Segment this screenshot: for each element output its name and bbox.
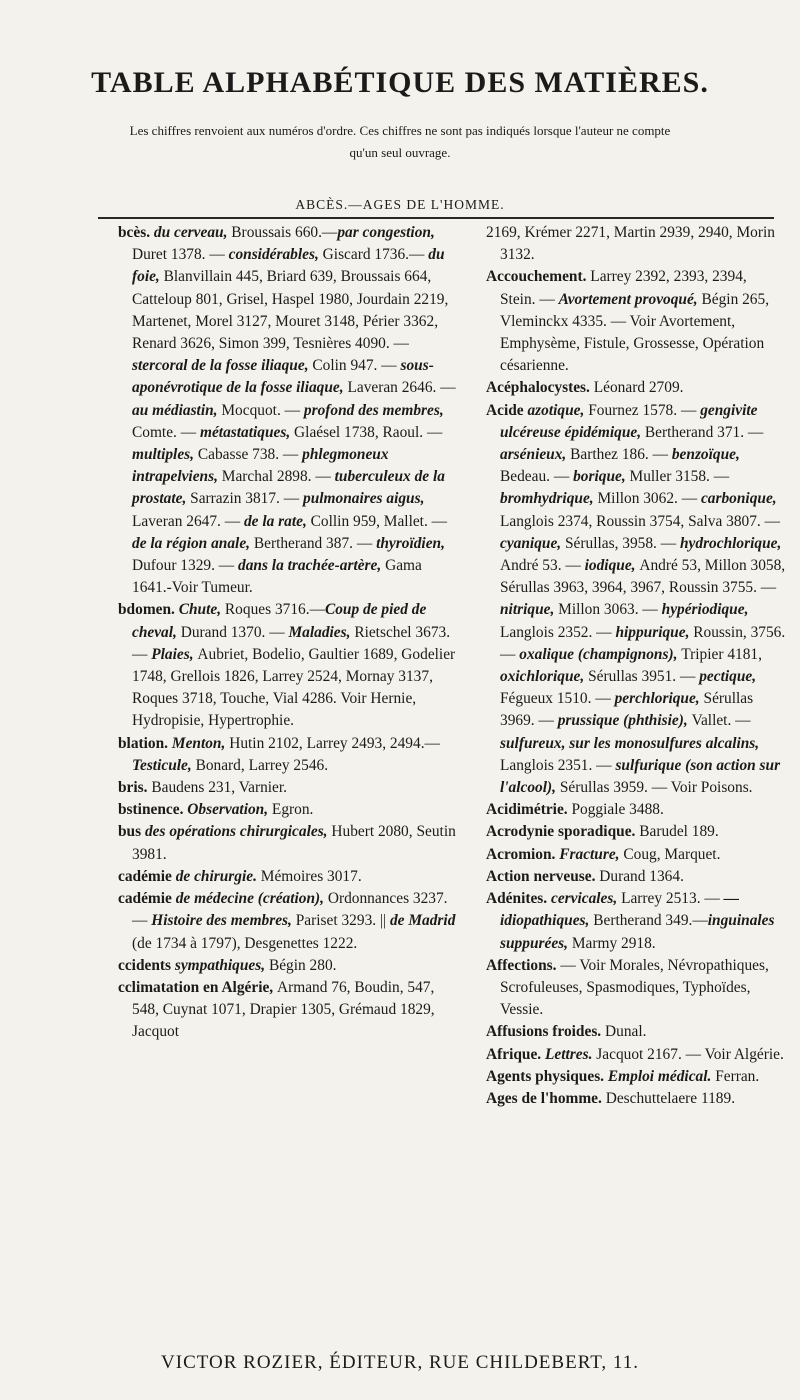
entry-references: Marmy 2918. — [571, 934, 656, 952]
entry-references: Durand 1364. — [599, 867, 684, 885]
entry-headword: Acromion. — [486, 845, 560, 863]
entry-references: Roussin, 3756. — — [500, 623, 786, 663]
index-entry — [486, 866, 786, 888]
entry-references: Broussais 660.— — [231, 224, 338, 241]
entry-headword: bdomen. — [118, 601, 179, 619]
entry-subject: multiples, — [132, 446, 198, 464]
entry-subject: oxalique (champignons), — [519, 645, 682, 663]
index-entry — [486, 888, 786, 955]
entry-headword: cadémie — [118, 867, 176, 885]
entry-headword: blation. — [118, 734, 172, 752]
entry-references: Tripier 4181, — [681, 645, 762, 663]
entry-references: Comte. — — [132, 423, 200, 441]
entry-subject: considérables, — [228, 246, 323, 264]
entry-references: Langlois 2352. — — [500, 623, 616, 641]
entry-references: Larrey 2513. — — [621, 890, 724, 908]
entry-subject: gengivite ulcéreuse épidémique, — [500, 401, 758, 441]
entry-subject: sulfurique (son action sur l'alcool), — [500, 756, 781, 797]
entry-subject: Maladies, — [288, 623, 355, 641]
entry-headword: Agents physiques. — [486, 1067, 608, 1085]
entry-subject: arsénieux, — [500, 446, 571, 464]
entry-subject: des opérations chirurgicales, — [144, 823, 332, 841]
entry-references: Fournez 1578. — — [588, 401, 701, 419]
index-entry — [486, 1066, 786, 1088]
entry-references: Fégueux 1510. — — [500, 690, 615, 708]
entry-references: Ferran. — [715, 1067, 760, 1085]
entry-subject: sympathiques, — [174, 956, 269, 974]
index-entry — [118, 955, 460, 977]
entry-headword: ccidents — [118, 956, 175, 974]
entry-references: — Voir Morales, Névropathiques, Scrofuleuses, Spasmodiques, Typhoïdes, Vessie. — [500, 956, 769, 1019]
entry-subject: Emploi médical. — [607, 1067, 716, 1085]
entry-references: Blanvillain 445, Briard 639, Broussais 664, Catteloup 801, Grisel, Haspel 1980, Jourdain 2219, Martenet, Morel 3127, Mouret 3148, Périer 3362, Renard 3626, Simon 399, Tesnières 4090. — — [132, 268, 449, 353]
entry-references: Dufour 1329. — — [132, 557, 239, 575]
entry-references: Sérullas 3959. — Voir Poisons. — [559, 779, 753, 797]
intro-line: Les chiffres renvoient aux numéros d'ordre. Ces chiffres ne sont pas indiqués lorsque l'auteur ne compte — [129, 123, 671, 138]
entry-subject: prussique (phthisie), — [557, 712, 692, 730]
index-entry — [118, 777, 460, 799]
entry-references: Ordonnances 3237. — — [132, 890, 448, 930]
intro-note — [0, 120, 800, 164]
index-entry — [486, 377, 786, 399]
entry-subject: métastatiques, — [199, 423, 295, 441]
entry-subject: sulfureux, sur les monosulfures alcalins, — [500, 734, 760, 752]
page-title: TABLE ALPHABÉTIQUE DES MATIÈRES. — [91, 66, 709, 99]
entry-references: Barudel 189. — [639, 823, 719, 841]
intro-line: qu'un seul ouvrage. — [349, 145, 451, 160]
entry-subject: —idiopathiques, — [500, 890, 740, 930]
entry-subject: perchlorique, — [614, 690, 704, 708]
index-entry — [486, 1044, 786, 1066]
entry-headword: Accouchement. — [486, 268, 591, 286]
entry-references: Jacquot 2167. — Voir Algérie. — [596, 1045, 784, 1063]
entry-references: André 53. — — [500, 557, 585, 575]
entry-subject: Chute, — [178, 601, 225, 619]
entry-headword: Action nerveuse. — [486, 867, 600, 885]
entry-references: Deschuttelaere 1189. — [605, 1089, 736, 1107]
entry-subject: Observation, — [187, 801, 272, 819]
entry-references: Bertherand 387. — — [253, 534, 377, 552]
entry-references: Hutin 2102, Larrey 2493, 2494.— — [229, 734, 440, 752]
entry-references: Larrey 2392, 2393, 2394, Stein. — — [500, 268, 747, 308]
index-entry — [486, 821, 786, 843]
entry-references: Armand 76, Boudin, 547, 548, Cuynat 1071, Drapier 1305, Grémaud 1829, Jacquot — [132, 978, 435, 1041]
entry-references: Bégin 280. — [268, 956, 337, 974]
entry-references: Bertherand 349.— — [593, 912, 708, 930]
entry-headword: bris. — [118, 779, 152, 797]
index-entry — [486, 955, 786, 1022]
entry-references: Sérullas 3951. — — [588, 668, 700, 686]
entry-references: Bedeau. — — [500, 468, 574, 486]
entry-references: Sarrazin 3817. — — [190, 490, 303, 508]
entry-subject: oxichlorique, — [500, 668, 589, 686]
entry-references: Sérullas 3969. — — [500, 690, 754, 730]
entry-references: Bégin 265, Vleminckx 4335. — Voir Avortement, Emphysème, Fistule, Grossesse, Opération césarienne. — [500, 290, 770, 375]
index-entry — [486, 799, 786, 821]
entry-headword: bus — [118, 823, 145, 841]
entry-subject: benzoïque, — [671, 446, 740, 464]
entry-subject: pulmonaires aigus, — [303, 490, 425, 508]
entry-references: Sérullas, 3958. — — [564, 534, 680, 552]
entry-subject: Coup de pied de cheval, — [132, 601, 427, 641]
entry-references: Mémoires 3017. — [260, 867, 362, 885]
entry-references: Aubriet, Bodelio, Gaultier 1689, Godelier 1748, Grellois 1826, Larrey 2524, Mornay 3137, Roques 3718, Touche, Vial 4286. Voir Hernie, Hydropisie, Hypertrophie. — [132, 645, 456, 730]
entry-headword: bstinence. — [118, 801, 188, 819]
entry-subject: au médiastin, — [132, 401, 222, 419]
entry-subject: cervicales, — [550, 890, 622, 908]
entry-subject: de la région anale, — [132, 534, 254, 552]
index-entry — [118, 866, 460, 888]
entry-subject: carbonique, — [700, 490, 777, 508]
entry-references: 2169, Krémer 2271, Martin 2939, 2940, Morin 3132. — [486, 224, 775, 264]
entry-subject: bromhydrique, — [500, 490, 598, 508]
index-entry — [486, 222, 786, 266]
entry-references: André 53, Millon 3058, Sérullas 3963, 3964, 3967, Roussin 3755. — — [500, 557, 786, 597]
entry-references: Collin 959, Mallet. — — [310, 512, 448, 530]
entry-references: Laveran 2647. — — [132, 512, 244, 530]
index-entry — [118, 222, 460, 599]
entry-subject: stercoral de la fosse iliaque, — [132, 357, 313, 375]
entry-subject: Menton, — [171, 734, 230, 752]
entry-subject: tuberculeux de la prostate, — [132, 468, 445, 508]
entry-headword: Acide — [486, 401, 528, 419]
entry-references: Colin 947. — — [312, 357, 401, 375]
entry-headword: Ages de l'homme. — [486, 1089, 606, 1107]
index-entry — [118, 821, 460, 865]
entry-subject: hypériodique, — [661, 601, 749, 619]
index-entry — [118, 977, 460, 1044]
entry-subject: sous-aponévrotique de la fosse iliaque, — [132, 357, 434, 397]
entry-references: Muller 3158. — — [629, 468, 730, 486]
entry-references: Marchal 2898. — — [221, 468, 335, 486]
publisher-footer: VICTOR ROZIER, ÉDITEUR, RUE CHILDEBERT, 11. — [161, 1352, 639, 1373]
entry-subject: par congestion, — [337, 224, 435, 241]
entry-references: Gama 1641.-Voir Tumeur. — [132, 557, 422, 597]
index-entry — [118, 733, 460, 777]
entry-references: Léonard 2709. — [593, 379, 684, 397]
entry-subject: nitrique, — [500, 601, 559, 619]
heading-rule — [98, 217, 774, 219]
entry-references: Poggiale 3488. — [571, 801, 664, 819]
entry-subject: de la rate, — [243, 512, 311, 530]
entry-subject: profond des membres, — [303, 401, 444, 419]
entry-subject: hydrochlorique, — [679, 534, 782, 552]
index-entry — [486, 844, 786, 866]
entry-headword: cadémie — [118, 890, 176, 908]
entry-headword: Afrique. — [486, 1045, 545, 1063]
entry-references: Roques 3716.— — [224, 601, 325, 619]
index-entry — [486, 400, 786, 800]
index-entry — [118, 888, 460, 955]
entry-references: Pariset 3293. || — [295, 912, 390, 930]
index-entry — [486, 1021, 786, 1043]
entry-subject: borique, — [573, 468, 630, 486]
entry-headword: Acrodynie sporadique. — [486, 823, 640, 841]
entry-subject: du foie, — [132, 246, 445, 286]
entry-headword: Acéphalocystes. — [486, 379, 594, 397]
entry-references: Rietschel 3673. — — [132, 623, 451, 663]
entry-references: Glaésel 1738, Raoul. — — [294, 423, 443, 441]
entry-references: Durand 1370. — — [180, 623, 289, 641]
section-heading: ABCÈS.—AGES DE L'HOMME. — [295, 197, 505, 212]
index-entry — [118, 799, 460, 821]
entry-subject: de chirurgie. — [175, 867, 261, 885]
entry-subject: cyanique, — [500, 534, 565, 552]
entry-references: Bertherand 371. — — [644, 423, 764, 441]
entry-references: Giscard 1736.— — [322, 246, 429, 264]
entry-references: (de 1734 à 1797), Desgenettes 1222. — [132, 934, 358, 952]
entry-subject: de Madrid — [389, 912, 456, 930]
entry-subject: Plaies, — [151, 645, 198, 663]
entry-headword: Affusions froides. — [486, 1023, 606, 1041]
entry-references: Laveran 2646. — — [347, 379, 456, 397]
entry-references: Langlois 2351. — — [500, 756, 616, 774]
entry-references: Millon 3063. — — [558, 601, 662, 619]
entry-references: Cabasse 738. — — [197, 446, 303, 464]
entry-subject: dans la trachée-artère, — [238, 557, 386, 575]
entry-subject: iodique, — [584, 557, 640, 575]
entry-references: Coug, Marquet. — [623, 845, 721, 863]
entry-subject: phlegmoneux intrapelviens, — [132, 446, 389, 486]
entry-references: Vallet. — — [691, 712, 751, 730]
entry-headword: Acidimétrie. — [486, 801, 572, 819]
left-column — [118, 222, 460, 1044]
entry-subject: de médecine (création), — [175, 890, 328, 908]
entry-references: Bonard, Larrey 2546. — [195, 756, 329, 774]
index-entry — [486, 266, 786, 377]
entry-references: Millon 3062. — — [597, 490, 701, 508]
entry-references: Duret 1378. — — [132, 246, 229, 264]
entry-subject: hippurique, — [615, 623, 694, 641]
entry-subject: inguinales suppurées, — [500, 912, 775, 952]
entry-headword: bcès. — [118, 224, 154, 241]
entry-headword: Adénites. — [486, 890, 551, 908]
index-entry — [118, 599, 460, 732]
entry-subject: du cerveau, — [153, 224, 232, 241]
entry-headword: Affections. — [486, 956, 561, 974]
entry-subject: Histoire des membres, — [151, 912, 296, 930]
entry-subject: thyroïdien, — [376, 534, 445, 552]
entry-references: Dunal. — [605, 1023, 647, 1041]
entry-references: Egron. — [271, 801, 314, 819]
entry-subject: Fracture, — [559, 845, 624, 863]
entry-subject: Lettres. — [545, 1045, 597, 1063]
entry-references: Baudens 231, Varnier. — [151, 779, 288, 797]
entry-subject: Avortement provoqué, — [558, 290, 702, 308]
entry-references: Langlois 2374, Roussin 3754, Salva 3807. — — [500, 512, 781, 530]
right-column — [486, 222, 786, 1110]
entry-subject: azotique, — [527, 401, 589, 419]
entry-subject: pectique, — [699, 668, 757, 686]
entry-references: Mocquot. — — [221, 401, 304, 419]
entry-subject: Testicule, — [132, 756, 196, 774]
entry-references: Barthez 186. — — [570, 446, 672, 464]
entry-headword: cclimatation en Algérie, — [118, 978, 277, 996]
index-entry — [486, 1088, 786, 1110]
entry-references: Hubert 2080, Seutin 3981. — [132, 823, 456, 863]
